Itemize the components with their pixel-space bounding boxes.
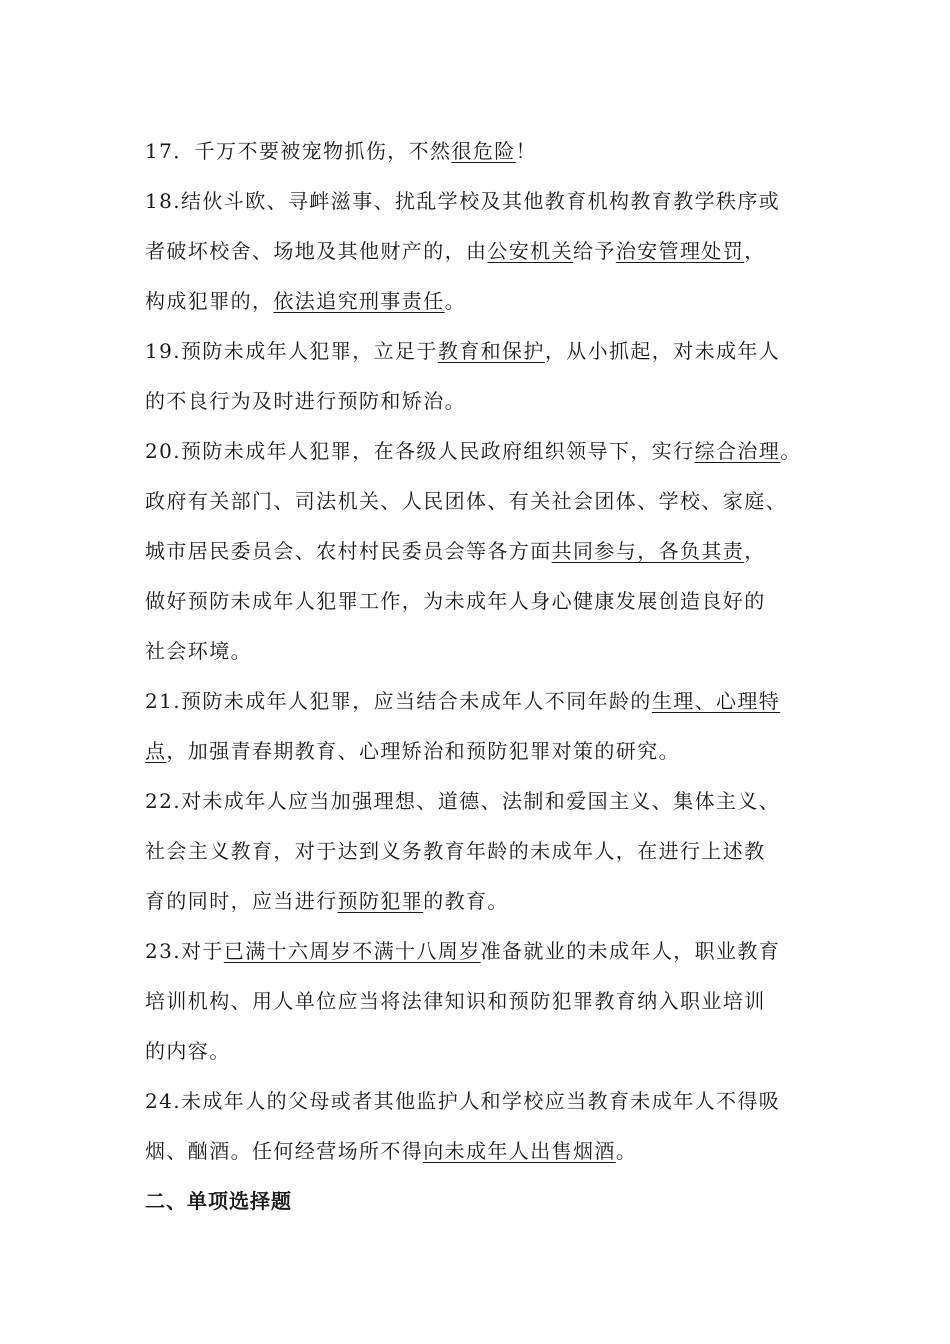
underlined-answer: 治安管理处罚 [615,239,745,263]
text-segment: 给予 [573,239,616,263]
text-segment: 18.结伙斗欧、寻衅滋事、扰乱学校及其他教育机构教育教学秩序或 [145,189,781,213]
underlined-answer: 预防犯罪 [337,889,424,913]
underlined-answer: 很危险 [451,139,516,163]
text-line [145,388,466,414]
text-line [145,988,766,1014]
underlined-answer: 综合治理 [694,439,781,463]
text-line [145,438,802,464]
text-line [145,338,780,364]
text-segment: ， [744,539,766,563]
text-segment: 21.预防未成年人犯罪，应当结合未成年人不同年龄的 [145,689,652,713]
text-line [145,288,466,314]
text-line [145,838,766,864]
text-line [145,488,787,514]
underlined-answer: 已满十六周岁不满十八周岁 [223,939,481,963]
text-segment: 者破坏校舍、场地及其他财产的，由 [145,239,488,263]
text-line [145,888,509,914]
text-segment: 城市居民委员会、农村村民委员会等各方面 [145,539,552,563]
text-line [145,788,780,814]
text-segment: 做好预防未成年人犯罪工作，为未成年人身心健康发展创造良好的 [145,589,766,613]
underlined-answer: 公安机关 [487,239,574,263]
text-segment: 23.对于 [145,939,224,963]
text-segment: 政府有关部门、司法机关、人民团体、有关社会团体、学校、家庭、 [145,489,787,513]
text-segment: 20.预防未成年人犯罪，在各级人民政府组织领导下，实行 [145,439,695,463]
text-segment: 24.未成年人的父母或者其他监护人和学校应当教育未成年人不得吸 [145,1089,781,1113]
text-segment: 。 [780,439,802,463]
text-segment: ， [744,239,766,263]
text-line [145,738,680,764]
text-line [145,688,780,714]
text-segment: 17．千万不要被宠物抓伤，不然 [145,139,452,163]
text-line [145,1088,780,1114]
underlined-answer: 依法追究刑事责任 [273,289,445,313]
text-segment: 的教育。 [423,889,509,913]
text-segment: 22.对未成年人应当加强理想、道德、法制和爱国主义、集体主义、 [145,789,781,813]
text-line [145,588,766,614]
text-segment: ！ [515,139,538,163]
text-segment: 构成犯罪的， [145,289,274,313]
underlined-answer: 教育和保护 [437,339,545,363]
text-segment: 烟、酗酒。任何经营场所不得 [145,1139,424,1163]
text-segment: 培训机构、用人单位应当将法律知识和预防犯罪教育纳入职业培训 [145,989,766,1013]
text-segment: 19.预防未成年人犯罪，立足于 [145,339,438,363]
text-segment: 的不良行为及时进行预防和矫治。 [145,389,466,413]
text-segment: 社会环境。 [145,639,252,663]
text-line [145,1138,637,1164]
text-line [145,938,780,964]
underlined-answer: 共同参与，各负其责 [551,539,745,563]
text-line [145,138,537,164]
text-line [145,538,766,564]
underlined-answer: 生理、心理特 [651,689,781,713]
underlined-answer: 向未成年人出售烟酒 [423,1139,616,1163]
text-segment: 的内容。 [145,1039,231,1063]
text-line [145,188,780,214]
text-segment: ，加强青春期教育、心理矫治和预防犯罪对策的研究。 [166,739,681,763]
section-heading: 二、单项选择题 [145,1189,292,1213]
text-line [145,1038,231,1064]
text-segment: 准备就业的未成年人，职业教育 [480,939,781,963]
text-segment: 育的同时，应当进行 [145,889,338,913]
text-segment: 社会主义教育，对于达到义务教育年龄的未成年人，在进行上述教 [145,839,766,863]
underlined-answer: 点 [145,739,167,763]
text-line [145,638,252,664]
text-line [145,238,766,264]
text-segment: 。 [615,1139,638,1163]
text-segment: 。 [444,289,467,313]
text-segment: ，从小抓起，对未成年人 [544,339,781,363]
